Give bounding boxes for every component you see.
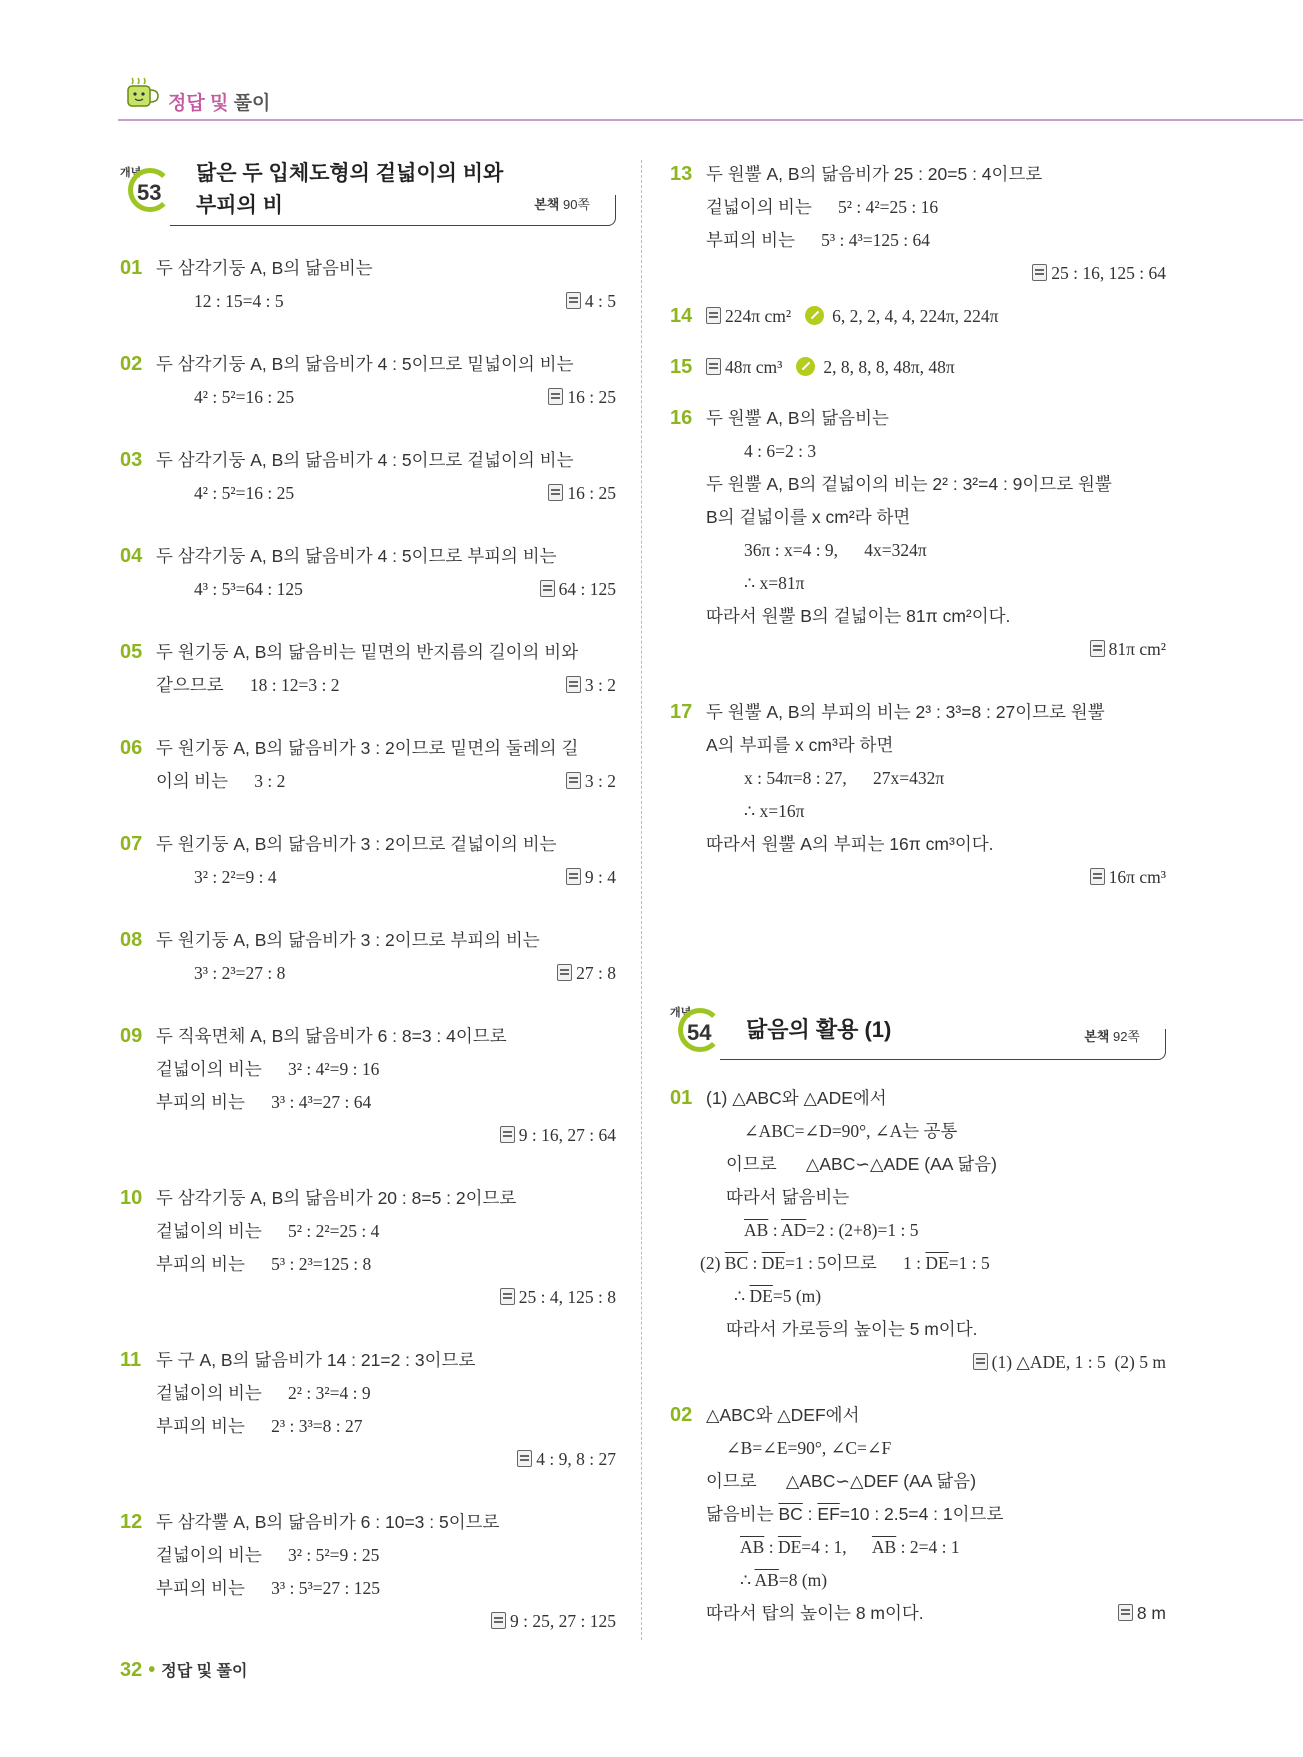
concept-page-ref: 본책 90쪽 <box>534 197 590 212</box>
problem-54-01: 01 (1) △ABC와 △ADE에서 ∠ABC=∠D=90°, ∠A는 공통 이므로 △ABC∽△ADE (AA 닮음) 따라서 닮음비는 $\overline{AB}$ : $\overline{AD}=2$ : (2+8)=1 : 5 (2) $\overline{BC}$ : $\overline{DE}=1$ : 5이므로 1 : $\overline{DE}=1$ : 5 ∴ $\overline{DE}=5$ (m) 따라서 가로등의 높이는 5 m이다. (1) △ADE, 1 : 5 (2) 5 m <box>670 1087 1166 1372</box>
answer-icon <box>566 868 581 885</box>
left-column <box>120 150 616 1668</box>
answer-icon <box>491 1612 506 1629</box>
problem-01: 01 두 삼각기둥 A, B의 닮음비는 12 : 15=4 : 5 4 : 5 <box>120 257 616 311</box>
concept-53-heading <box>120 150 616 226</box>
footer-text: 정답 및 풀이 <box>161 1663 248 1680</box>
problem-11: 11 두 구 A, B의 닮음비가 14 : 21=2 : 3이므로 겉넓이의 비는 2² : 3²=4 : 9 부피의 비는 2³ : 3³=8 : 27 4 : 9, 8 : 27 <box>120 1349 616 1469</box>
problem-15: 15 48π cm³ 2, 8, 8, 8, 48π, 48π <box>670 356 955 378</box>
concept-page-ref: 본책 92쪽 <box>1084 1029 1140 1044</box>
problem-07: 07 두 원기둥 A, B의 닮음비가 3 : 2이므로 겉넓이의 비는 3² : 2²=9 : 4 9 : 4 <box>120 833 616 887</box>
problem-16: 16 두 원뿔 A, B의 닮음비는 4 : 6=2 : 3 두 원뿔 A, B의 겉넓이의 비는 2² : 3²=4 : 9이므로 원뿔 B의 겉넓이를 x cm²라 하면 36π : x=4 : 9, 4x=324π ∴ x=81π 따라서 원뿔 B의 겉넓이는 81π cm²이다. 81π cm² <box>670 407 1166 659</box>
header-divider <box>118 119 1303 121</box>
page-number: 32 <box>120 1659 143 1681</box>
problem-09: 09 두 직육면체 A, B의 닮음비가 6 : 8=3 : 4이므로 겉넓이의 비는 3² : 4²=9 : 16 부피의 비는 3³ : 4³=27 : 64 9 : 16, 27 : 64 <box>120 1025 616 1145</box>
answer-icon <box>548 484 563 501</box>
column-divider <box>641 160 642 1640</box>
answer-icon <box>566 292 581 309</box>
problem-13: 13 두 원뿔 A, B의 닮음비가 25 : 20=5 : 4이므로 겉넓이의 비는 5² : 4²=25 : 16 부피의 비는 5³ : 4³=125 : 64 25 : 16, 125 : 64 <box>670 163 1166 283</box>
concept-title: 닮음의 활용 (1) <box>746 1017 892 1042</box>
concept-54-section <box>670 1004 1166 1660</box>
pencil-icon <box>805 306 824 325</box>
pencil-icon <box>796 357 815 376</box>
problem-05: 05 두 원기둥 A, B의 닮음비는 밑면의 반지름의 길이의 비와 같으므로 18 : 12=3 : 2 3 : 2 <box>120 641 616 695</box>
page-header <box>120 78 1303 118</box>
problem-06: 06 두 원기둥 A, B의 닮음비가 3 : 2이므로 밑면의 둘레의 길 이의 비는 3 : 2 3 : 2 <box>120 737 616 791</box>
answer-icon <box>500 1288 515 1305</box>
problem-12: 12 두 삼각뿔 A, B의 닮음비가 6 : 10=3 : 5이므로 겉넓이의 비는 3² : 5²=9 : 25 부피의 비는 3³ : 5³=27 : 125 9 : 25, 27 : 125 <box>120 1511 616 1631</box>
problem-02: 02 두 삼각기둥 A, B의 닮음비가 4 : 5이므로 밑넓이의 비는 4² : 5²=16 : 25 16 : 25 <box>120 353 616 407</box>
cup-icon <box>120 74 166 110</box>
problem-08: 08 두 원기둥 A, B의 닮음비가 3 : 2이므로 부피의 비는 3³ : 2³=27 : 8 27 : 8 <box>120 929 616 983</box>
concept-badge: 개념 53 <box>120 164 178 214</box>
answer-icon <box>517 1450 532 1467</box>
header-title: 정답 및 풀이 <box>168 93 271 114</box>
problem-10: 10 두 삼각기둥 A, B의 닮음비가 20 : 8=5 : 2이므로 겉넓이의 비는 5² : 2²=25 : 4 부피의 비는 5³ : 2³=125 : 8 25 : 4, 125 : 8 <box>120 1187 616 1307</box>
concept-title: 닮은 두 입체도형의 겉넓이의 비와 부피의 비 <box>196 162 504 217</box>
answer-icon <box>1118 1604 1133 1621</box>
answer-icon <box>566 676 581 693</box>
problem-54-02: 02 △ABC와 △DEF에서 ∠B=∠E=90°, ∠C=∠F 이므로 △ABC∽△DEF (AA 닮음) 닮음비는 $\overline{BC}$ : $\overline{EF}=10$ : 2.5=4 : 1이므로 $\overline{AB}$ : $\overline{DE}=4$ : 1, $\overline{AB}$ : 2=4 : 1 ∴ $\overline{AB}=8$ (m) 따라서 탑의 높이는 8 m이다. 8 m <box>670 1404 1166 1623</box>
answer-icon <box>706 358 721 375</box>
answer-icon <box>557 964 572 981</box>
page-footer: 32 • 정답 및 풀이 <box>120 1659 248 1681</box>
problem-03: 03 두 삼각기둥 A, B의 닮음비가 4 : 5이므로 겉넓이의 비는 4² : 5²=16 : 25 16 : 25 <box>120 449 616 503</box>
problem-17: 17 두 원뿔 A, B의 부피의 비는 2³ : 3³=8 : 27이므로 원뿔 A의 부피를 x cm³라 하면 x : 54π=8 : 27, 27x=432π ∴ x=16π 따라서 원뿔 A의 부피는 16π cm³이다. 16π cm³ <box>670 701 1166 887</box>
problem-14: 14 224π cm² 6, 2, 2, 4, 4, 224π, 224π <box>670 305 999 327</box>
answer-icon <box>500 1126 515 1143</box>
concept-badge: 개념 54 <box>670 1004 728 1054</box>
answer-icon <box>540 580 555 597</box>
answer-icon <box>1090 868 1105 885</box>
answer-icon <box>706 307 721 324</box>
concept-54-heading <box>670 1004 1166 1060</box>
right-column <box>670 158 1166 924</box>
problem-04: 04 두 삼각기둥 A, B의 닮음비가 4 : 5이므로 부피의 비는 4³ : 5³=64 : 125 64 : 125 <box>120 545 616 599</box>
answer-icon <box>973 1353 988 1370</box>
answer-icon <box>1032 264 1047 281</box>
answer-icon <box>1090 640 1105 657</box>
answer-icon <box>566 772 581 789</box>
answer-icon <box>548 388 563 405</box>
